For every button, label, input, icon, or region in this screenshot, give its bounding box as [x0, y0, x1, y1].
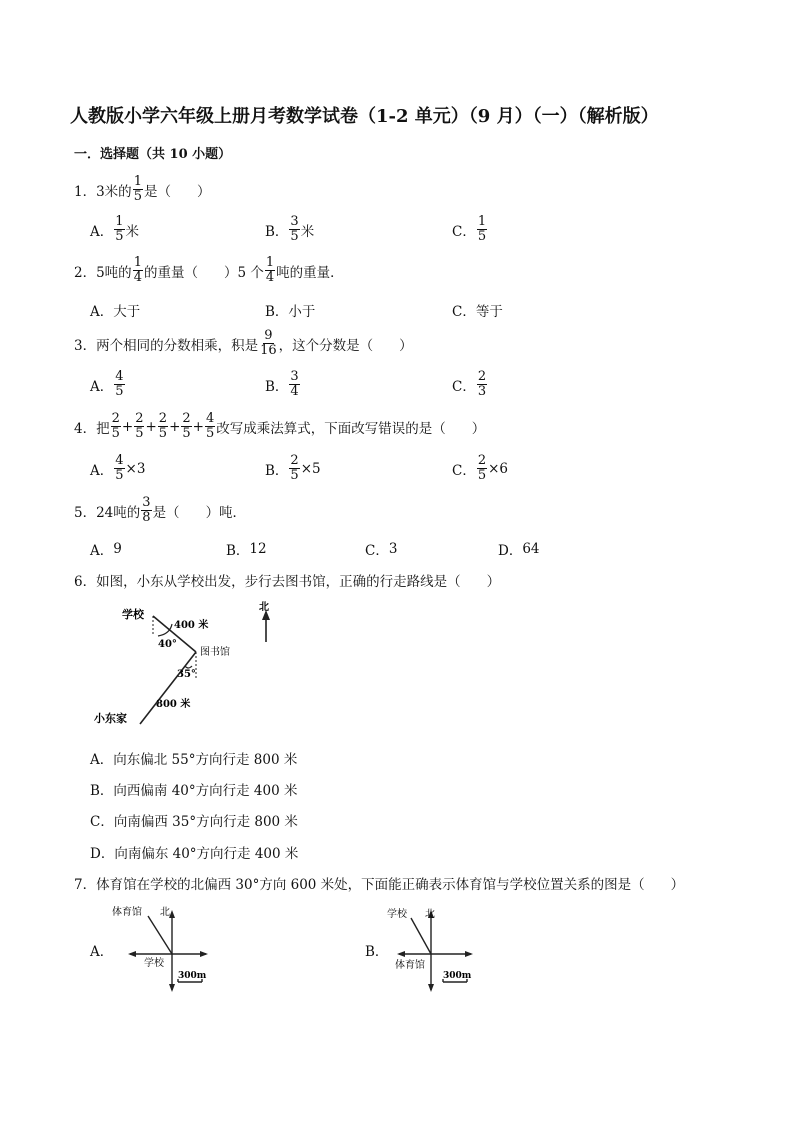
- fraction: $\frac{3}{5}$: [290, 214, 299, 244]
- fraction: $\frac{9}{16}$: [260, 328, 277, 358]
- angle-label: 40°: [158, 639, 177, 650]
- option-d[interactable]: D． 64: [498, 541, 540, 559]
- option-a[interactable]: A． $\frac{1}{5}$ 米: [90, 214, 140, 244]
- question-3: 3． 两个相同的分数相乘，积是 $\frac{9}{16}$ ，这个分数是（ ）: [74, 328, 413, 358]
- gym-label: 体育馆: [112, 907, 142, 918]
- angle-label: 35°: [177, 669, 196, 680]
- question-5: 5． 24吨的 $\frac{3}{8}$ 是（ ）吨．: [74, 495, 247, 525]
- q-text: 3米的: [96, 183, 132, 200]
- option-b[interactable]: B． 小于: [265, 304, 316, 320]
- north-label: 北: [259, 602, 269, 613]
- option-c[interactable]: C． $\frac{1}{5}$: [452, 214, 487, 244]
- library-home-path: [140, 652, 196, 724]
- north-label: 北: [425, 909, 435, 920]
- option-c[interactable]: C． 向南偏西 35°方向行走 800 米: [90, 814, 298, 830]
- fraction: $\frac{2}{5}$: [182, 411, 191, 441]
- fraction: $\frac{1}{4}$: [133, 255, 142, 285]
- school-label: 学校: [144, 958, 164, 969]
- fraction: $\frac{3}{8}$: [142, 495, 151, 525]
- option-b[interactable]: B． $\frac{2}{5}$ ×5: [265, 453, 321, 483]
- gym-label: 体育馆: [395, 960, 425, 971]
- option-b[interactable]: B． $\frac{3}{4}$: [265, 369, 299, 399]
- fraction: $\frac{1}{5}$: [133, 174, 142, 204]
- fraction: $\frac{2}{5}$: [135, 411, 144, 441]
- q-text: ）: [196, 183, 211, 200]
- question-6: 6． 如图，小东从学校出发，步行去图书馆，正确的行走路线是（ ）: [74, 574, 501, 590]
- option-a[interactable]: A． 向东偏北 55°方向行走 800 米: [90, 752, 298, 768]
- fraction: $\frac{3}{4}$: [290, 369, 299, 399]
- question-2: 2． 5吨的 $\frac{1}{4}$ 的重量（ ）5 个 $\frac{1}{4}$ 吨的重量．: [74, 255, 344, 285]
- fraction: $\frac{4}{5}$: [115, 453, 124, 483]
- page-title: 人教版小学六年级上册月考数学试卷（1-2 单元）（9 月）（一）（解析版）: [70, 106, 659, 127]
- option-c[interactable]: C． 3: [365, 541, 398, 559]
- option-a[interactable]: A． $\frac{4}{5}$: [90, 369, 124, 399]
- library-label: 图书馆: [200, 647, 230, 658]
- option-b[interactable]: B． 12: [226, 541, 267, 559]
- scale-label: 300m: [178, 971, 207, 981]
- q-number: 1．: [74, 183, 97, 200]
- direction-diagram-b[interactable]: [385, 900, 485, 992]
- home-label: 小东家: [94, 712, 127, 725]
- fraction: $\frac{1}{5}$: [477, 214, 487, 244]
- fraction: $\frac{4}{5}$: [115, 369, 124, 399]
- school-label: 学校: [122, 608, 144, 621]
- fraction: $\frac{4}{5}$: [205, 411, 215, 441]
- distance-label: 400 米: [174, 620, 209, 631]
- fraction: $\frac{2}{5}$: [290, 453, 299, 483]
- question-1: [74, 175, 210, 204]
- section-heading: 一．选择题（共 10 小题）: [74, 147, 232, 162]
- distance-label: 800 米: [156, 699, 191, 710]
- question-7: 7． 体育馆在学校的北偏西 30°方向 600 米处，下面能正确表示体育馆与学校位置关系的图是（ ）: [74, 877, 685, 893]
- q-text: 是（: [143, 183, 171, 200]
- route-map-figure: [88, 598, 298, 732]
- option-a[interactable]: A． 9: [90, 541, 122, 559]
- school-label: 学校: [387, 909, 407, 920]
- option-b[interactable]: B．: [365, 944, 389, 960]
- option-c[interactable]: C． $\frac{2}{5}$ ×6: [452, 453, 509, 483]
- direction-diagram-a[interactable]: [110, 900, 210, 992]
- fraction: $\frac{2}{3}$: [477, 369, 487, 399]
- option-a[interactable]: A． 大于: [90, 304, 141, 320]
- option-b[interactable]: B． $\frac{3}{5}$ 米: [265, 214, 315, 244]
- option-c[interactable]: C． 等于: [452, 304, 503, 320]
- fraction: $\frac{2}{5}$: [111, 411, 120, 441]
- fraction: $\frac{2}{5}$: [158, 411, 168, 441]
- option-a[interactable]: A．: [90, 944, 114, 960]
- option-a[interactable]: A． $\frac{4}{5}$ ×3: [90, 453, 146, 483]
- option-c[interactable]: C． $\frac{2}{3}$: [452, 369, 487, 399]
- fraction: $\frac{1}{4}$: [265, 255, 275, 285]
- fraction: $\frac{1}{5}$: [115, 214, 124, 244]
- scale-label: 300m: [443, 971, 472, 981]
- question-4: 4． 把 $\frac{2}{5}$ + $\frac{2}{5}$ + $\frac{2}{5}$ + $\frac{2}{5}$ + $\frac{4}{5}$ 改写成乘法算式，下面改写错误的是（ ）: [74, 411, 486, 441]
- fraction: $\frac{2}{5}$: [477, 453, 487, 483]
- option-b[interactable]: B． 向西偏南 40°方向行走 400 米: [90, 783, 298, 799]
- option-d[interactable]: D． 向南偏东 40°方向行走 400 米: [90, 846, 299, 862]
- north-label: 北: [160, 907, 170, 918]
